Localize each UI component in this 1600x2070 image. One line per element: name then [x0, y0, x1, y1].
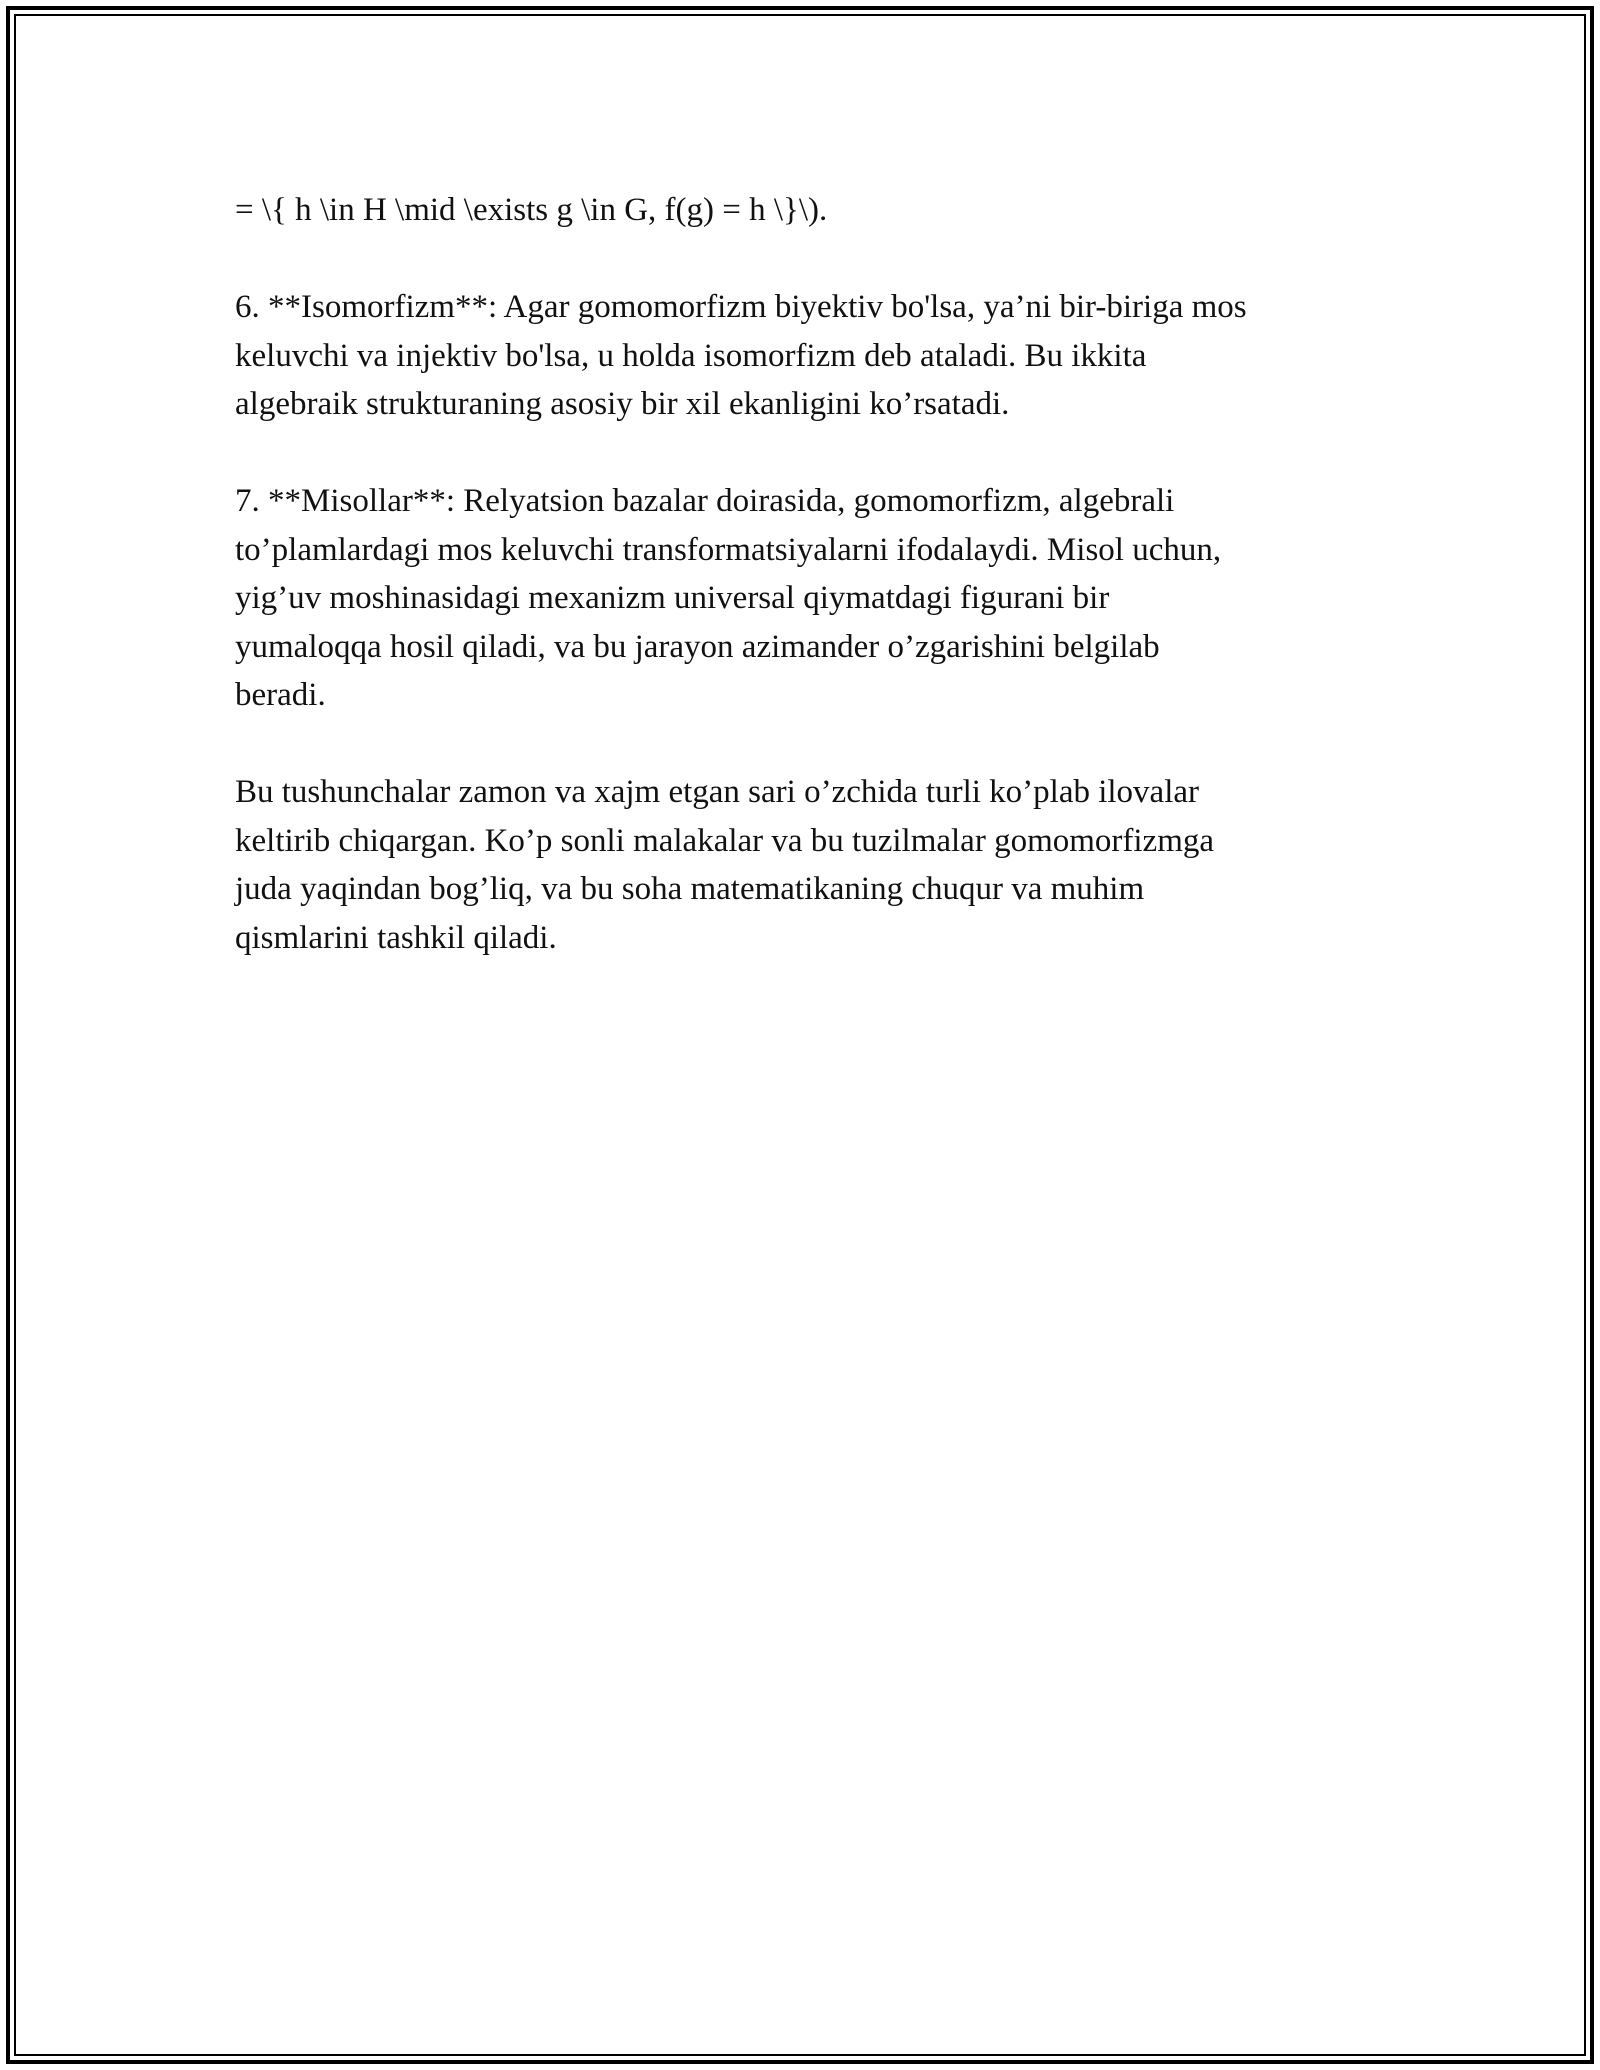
text-line: = \{ h \in H \mid \exists g \in G, f(g) = h \}\).: [235, 192, 828, 228]
document-body: [235, 186, 1375, 1011]
text-line: keltirib chiqargan. Ko’p sonli malakalar va bu tuzilmalar gomomorfizmga: [235, 822, 1215, 859]
text-line: qismlarini tashkil qiladi.: [235, 919, 557, 956]
paragraph-conclusion: [235, 768, 1375, 962]
paragraph-isomorfizm: [235, 283, 1375, 429]
text-line: Bu tushunchalar zamon va xajm etgan sari o’zchida turli ko’plab ilovalar: [235, 774, 1200, 810]
text-line: juda yaqindan bog’liq, va bu soha matematikaning chuqur va muhim: [235, 871, 1145, 907]
text-line: to’plamlardagi mos keluvchi transformatsiyalarni ifodalaydi. Misol uchun,: [235, 531, 1222, 568]
text-line: 6. **Isomorfizm**: Agar gomomorfizm biyektiv bo'lsa, ya’ni bir-biriga mos: [235, 289, 1247, 325]
text-line: keluvchi va injektiv bo'lsa, u holda isomorfizm deb ataladi. Bu ikkita: [235, 337, 1147, 374]
text-line: yumaloqqa hosil qiladi, va bu jarayon azimander o’zgarishini belgilab: [235, 628, 1160, 665]
text-line: algebraik strukturaning asosiy bir xil ekanligini ko’rsatadi.: [235, 386, 1010, 422]
paragraph-formula-continuation: [235, 186, 1375, 235]
text-line: 7. **Misollar**: Relyatsion bazalar doirasida, gomomorfizm, algebrali: [235, 483, 1175, 519]
paragraph-misollar: [235, 477, 1375, 720]
text-line: beradi.: [235, 677, 326, 713]
text-line: yig’uv moshinasidagi mexanizm universal qiymatdagi figurani bir: [235, 580, 1110, 616]
